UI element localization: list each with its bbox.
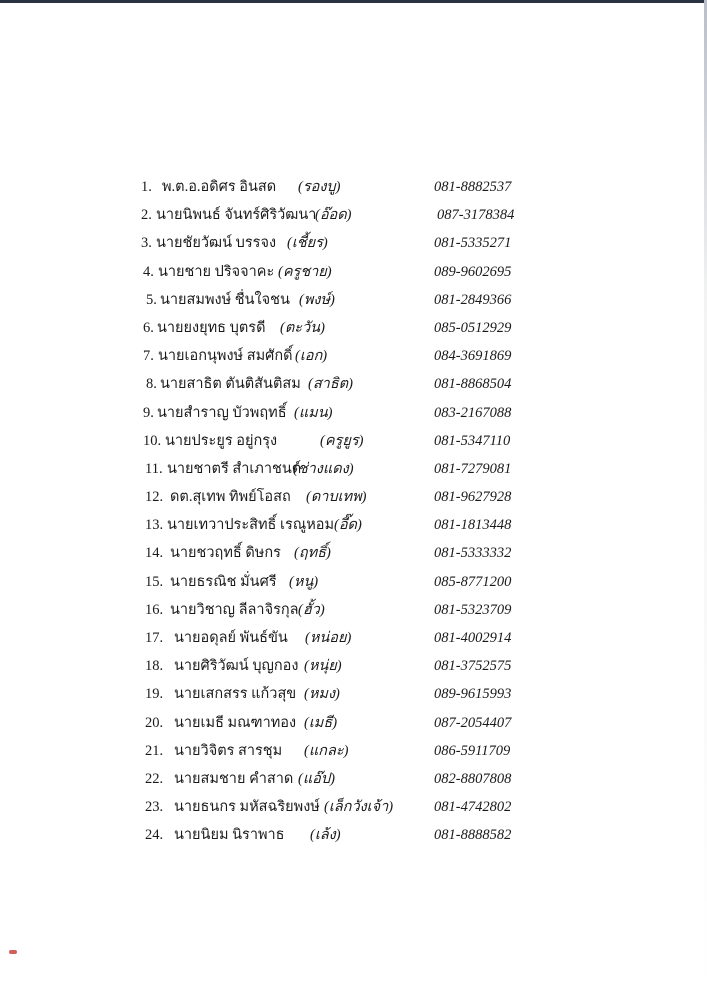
nickname: (ดาบเทพ) — [306, 489, 367, 506]
person-name: นายเมธี มณฑาทอง — [174, 714, 297, 731]
person-name: นายชาตรี สำเภาชนต์ — [167, 460, 302, 477]
list-item — [0, 262, 707, 290]
phone-number: 081-2849366 — [434, 291, 512, 308]
phone-number: 081-5347110 — [434, 432, 511, 449]
list-item — [0, 656, 707, 684]
person-name: นายชัยวัฒน์ บรรจง — [156, 235, 277, 252]
phone-number: 081-5333332 — [434, 545, 512, 562]
contact-list — [0, 177, 707, 854]
list-item — [0, 684, 707, 712]
item-number: 3. — [141, 235, 152, 252]
nickname: (เล็กวังเจ้า) — [324, 799, 394, 816]
list-item — [0, 600, 707, 628]
phone-number: 087-2054407 — [434, 714, 512, 731]
nickname: (แอ๊ป) — [298, 770, 335, 787]
phone-number: 086-5911709 — [434, 742, 511, 759]
item-number: 20. — [145, 714, 164, 731]
list-item — [0, 543, 707, 571]
list-item — [0, 318, 707, 346]
person-name: นายสมชาย คำสาด — [174, 770, 294, 787]
item-number: 2. — [141, 207, 152, 224]
list-item — [0, 515, 707, 543]
nickname: (แมน) — [294, 404, 333, 421]
nickname: (ตะวัน) — [280, 319, 325, 336]
person-name: ดต.สุเทพ ทิพย์โอสถ — [170, 489, 291, 506]
item-number: 22. — [145, 770, 164, 787]
person-name: นายนิพนธ์ จันทร์ศิริวัฒนา — [156, 207, 317, 224]
phone-number: 081-7279081 — [434, 460, 512, 477]
item-number: 17. — [145, 630, 164, 646]
list-item — [0, 346, 707, 374]
phone-number: 083-2167088 — [434, 404, 512, 421]
phone-number: 081-4742802 — [434, 799, 512, 816]
list-item — [0, 825, 707, 853]
list-item — [0, 374, 707, 402]
nickname: (ครูยูร) — [320, 432, 364, 449]
item-number: 10. — [143, 432, 162, 449]
phone-number: 081-5335271 — [434, 235, 512, 252]
item-number: 4. — [143, 263, 154, 280]
list-item — [0, 459, 707, 487]
item-number: 23. — [145, 799, 164, 816]
person-name: นายเอกนุพงษ์ สมศักดิ์ — [158, 348, 293, 365]
person-name: นายเทวาประสิทธิ์ เรณูหอม — [167, 517, 335, 534]
list-item — [0, 628, 707, 656]
phone-number: 081-3752575 — [434, 658, 512, 675]
person-name: นายศิริวัฒน์ บุญกอง — [174, 658, 299, 675]
phone-number: 087-3178384 — [437, 207, 515, 224]
person-name: นายชาย ปริจจาคะ — [158, 263, 275, 280]
phone-number: 082-8807808 — [434, 770, 512, 787]
person-name: นายธนกร มหัสฉริยพงษ์ — [174, 799, 320, 816]
list-item — [0, 487, 707, 515]
nickname: (แกละ) — [304, 742, 349, 759]
person-name: นายวิชาญ ลีลาจิรกุล — [170, 601, 299, 618]
scan-speck — [9, 950, 17, 954]
person-name: นายนิยม นิราพาธ — [174, 827, 285, 844]
person-name: นายสาธิต ตันติสันติสม — [160, 376, 301, 393]
item-number: 9. — [143, 404, 154, 421]
list-item — [0, 205, 707, 233]
list-item — [0, 741, 707, 769]
list-item — [0, 177, 707, 205]
item-number: 21. — [145, 742, 164, 759]
nickname: (เชี้ยร) — [287, 235, 328, 252]
item-number: 19. — [145, 686, 164, 703]
item-number: 5. — [146, 291, 157, 308]
scan-edge-top — [0, 0, 707, 3]
list-item — [0, 713, 707, 741]
nickname: (เมธี) — [304, 714, 338, 731]
nickname: (ฤทธิ์) — [294, 545, 331, 562]
phone-number: 081-4002914 — [434, 630, 512, 646]
item-number: 7. — [143, 348, 154, 365]
list-item — [0, 233, 707, 261]
phone-number: 081-9627928 — [434, 489, 512, 506]
nickname: (อ๊อด) — [315, 207, 352, 224]
list-item — [0, 431, 707, 459]
item-number: 24. — [145, 827, 164, 844]
phone-number: 085-8771200 — [434, 573, 512, 590]
phone-number: 081-8882537 — [434, 179, 512, 195]
nickname: (ฮั้ว) — [298, 601, 325, 618]
person-name: นายธรณิช มั่นศรี — [170, 573, 277, 590]
person-name: นายสำราญ บัวพฤทธิ์ — [157, 404, 287, 421]
person-name: นายยงยุทธ บุตรดี — [157, 319, 266, 336]
phone-number: 081-5323709 — [434, 601, 512, 618]
list-item — [0, 290, 707, 318]
nickname: (หนุ่ย) — [304, 658, 342, 675]
phone-number: 081-8888582 — [434, 827, 512, 844]
person-name: นายวิจิตร สารชุม — [174, 742, 283, 759]
person-name: นายอดุลย์ พันธ์ขัน — [174, 630, 288, 646]
list-item — [0, 572, 707, 600]
person-name: นายเสกสรร แก้วสุข — [174, 686, 297, 703]
person-name: พ.ต.อ.อดิศร อินสด — [162, 179, 277, 195]
list-item — [0, 403, 707, 431]
item-number: 1. — [141, 179, 152, 195]
nickname: (เอก) — [295, 348, 328, 365]
item-number: 8. — [146, 376, 157, 393]
item-number: 6. — [143, 319, 154, 336]
person-name: นายประยูร อยู่กรุง — [165, 432, 278, 449]
nickname: (พงษ์) — [299, 291, 335, 308]
phone-number: 081-1813448 — [434, 517, 512, 534]
item-number: 11. — [145, 460, 163, 477]
phone-number: 084-3691869 — [434, 348, 512, 365]
nickname: (ครูชาย) — [278, 263, 332, 280]
phone-number: 085-0512929 — [434, 319, 512, 336]
nickname: (รองบู) — [298, 179, 341, 195]
item-number: 18. — [145, 658, 164, 675]
item-number: 14. — [145, 545, 164, 562]
nickname: (ช่างแดง) — [293, 460, 354, 477]
nickname: (สาธิต) — [308, 376, 353, 393]
phone-number: 089-9602695 — [434, 263, 512, 280]
nickname: (อี๊ด) — [334, 517, 362, 534]
item-number: 12. — [145, 489, 164, 506]
phone-number: 089-9615993 — [434, 686, 512, 703]
list-item — [0, 769, 707, 797]
list-item — [0, 797, 707, 825]
nickname: (หน่อย) — [305, 630, 352, 646]
person-name: นายชวฤทธิ์ ดิษกร — [170, 545, 281, 562]
item-number: 15. — [145, 573, 164, 590]
nickname: (หมง) — [304, 686, 340, 703]
phone-number: 081-8868504 — [434, 376, 512, 393]
item-number: 13. — [145, 517, 164, 534]
nickname: (เล้ง) — [310, 827, 341, 844]
item-number: 16. — [145, 601, 164, 618]
nickname: (หนู) — [289, 573, 319, 590]
person-name: นายสมพงษ์ ชื่นใจชน — [160, 291, 290, 308]
